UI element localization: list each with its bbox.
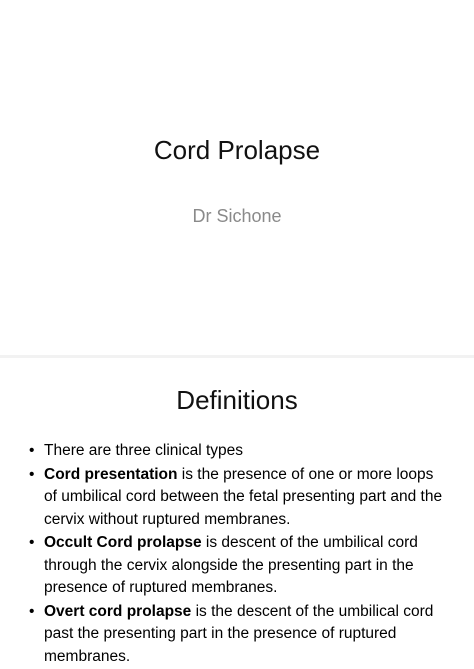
- definition-text: is descent of the umbilical cord through the cervix alongside the presenting part in the presence of ruptured membranes.: [44, 534, 418, 596]
- definition-term: Overt cord prolapse: [44, 602, 192, 620]
- slide-subtitle: Dr Sichone: [192, 206, 282, 226]
- slide-title: Cord Prolapse: [153, 135, 321, 165]
- bullet-text: There are three clinical types: [44, 442, 244, 459]
- list-item: [29, 532, 449, 600]
- definition-text: is the presence of one or more loops of umbilical cord between the fetal presenting part and the cervix without ruptured membranes.: [44, 465, 443, 528]
- list-item: [29, 440, 449, 463]
- definition-term: Occult Cord prolapse: [44, 534, 202, 551]
- bullet-icon: •: [29, 602, 35, 620]
- definitions-list: [29, 440, 449, 669]
- list-item: [29, 464, 449, 532]
- definitions-slide: [0, 358, 474, 665]
- definition-text: is the descent of the umbilical cord past the presenting part in the presence of ruptured membranes.: [44, 602, 434, 665]
- list-item: [29, 601, 449, 669]
- bullet-icon: •: [29, 442, 35, 459]
- slide-title: Definitions: [176, 385, 298, 415]
- bullet-icon: •: [29, 465, 35, 483]
- bullet-icon: •: [29, 534, 35, 551]
- definition-term: Cord presentation: [44, 465, 178, 483]
